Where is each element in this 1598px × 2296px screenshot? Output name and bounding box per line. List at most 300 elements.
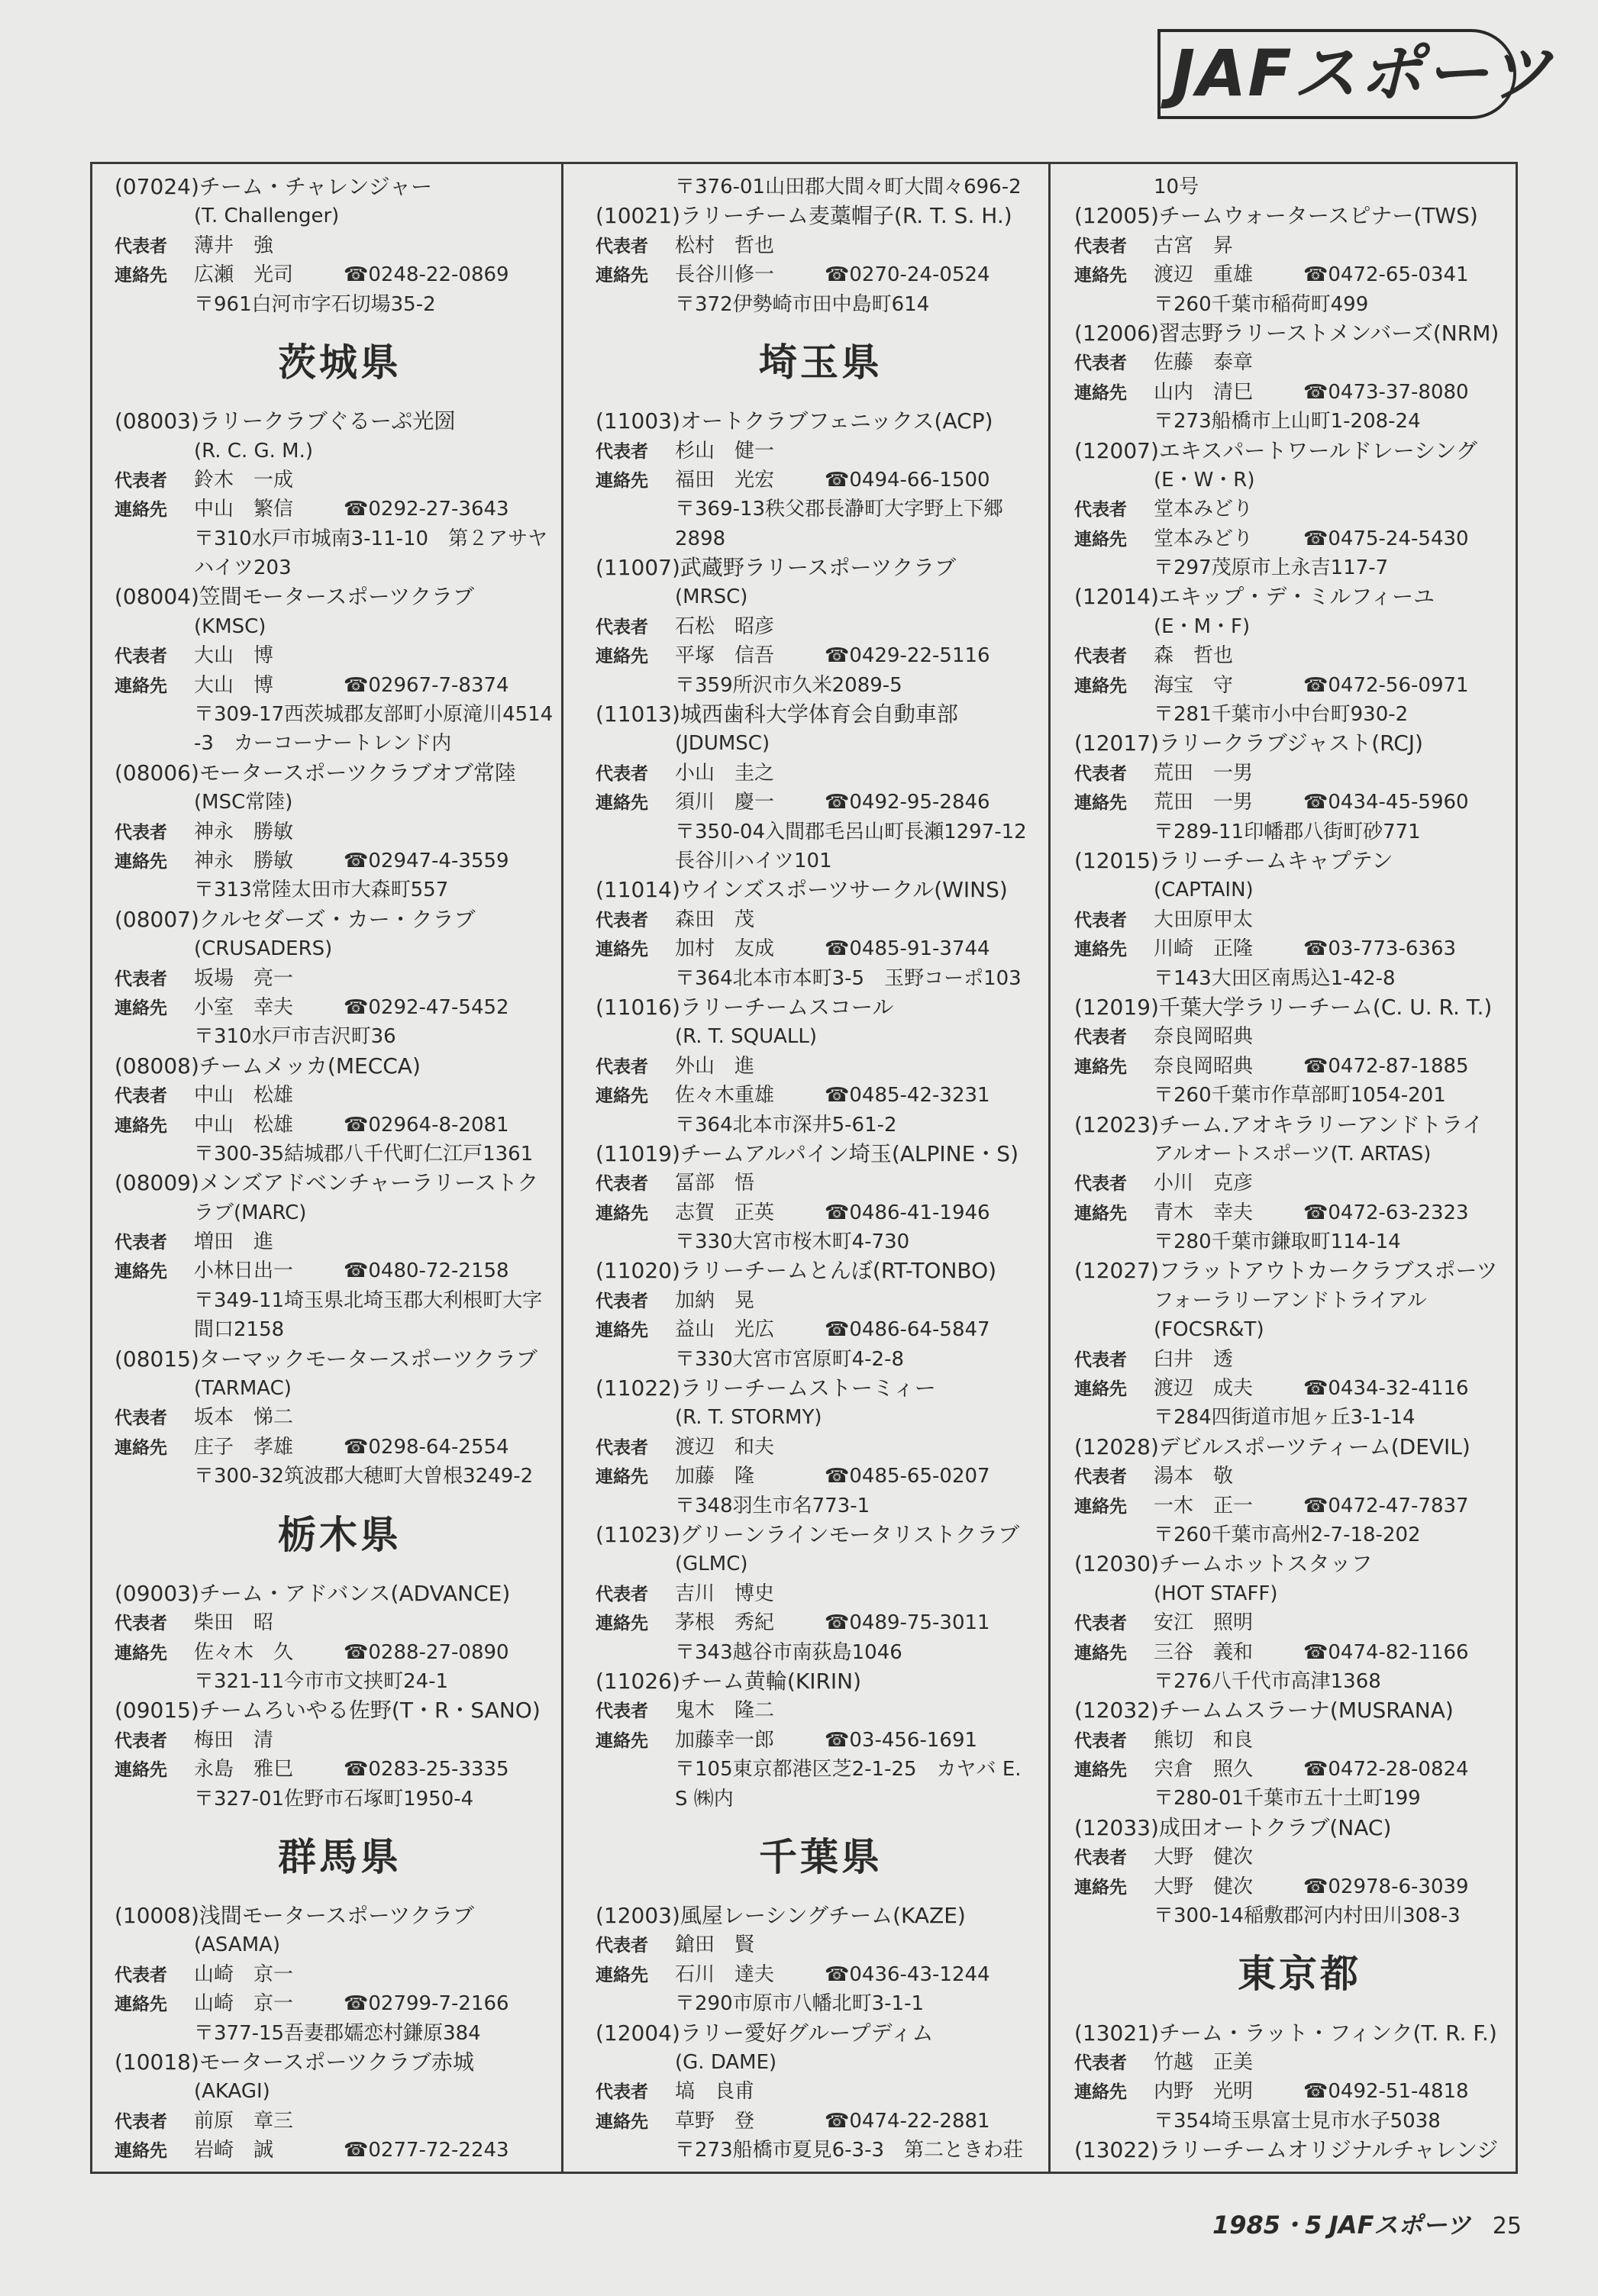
entry-detail-line: 〒289-11印幡郡八街町砂771 [1154,820,1421,843]
field-label: 連絡先 [1074,266,1127,286]
contact-name: 小林日出一 [194,1259,294,1283]
entry-detail-line: (E・W・R) [1154,468,1255,492]
entry-detail-line: 〒330大宮市桜木町4-730 [675,1230,910,1254]
representative-name: 奈良岡昭典 [1154,1025,1254,1049]
club-name: (08007)クルセダーズ・カー・クラブ [115,906,476,932]
club-name: (11007)武蔵野ラリースポーツクラブ [596,555,957,581]
phone-number: ☎0485-65-0207 [825,1465,990,1488]
representative-row [596,437,1046,466]
entry-detail-line: 〒260千葉市稲荷町499 [1154,292,1369,316]
contact-name: 渡辺 重雄 [1154,263,1254,287]
contact-row [1074,1374,1525,1403]
phone-number: ☎02799-7-2166 [344,1992,509,2016]
club-name: (09003)チーム・アドバンス(ADVANCE) [115,1580,511,1606]
contact-name: 永島 雅巳 [194,1758,294,1782]
representative-row [1074,1608,1525,1637]
entry-detail-line: 〒290市原市八幡北町3-1-1 [675,1992,925,2016]
contact-name: 奈良岡昭典 [1154,1054,1254,1078]
entry-detail-line: 〒961白河市字石切場35-2 [194,292,436,316]
club-name: (12007)エキスパートワールドレーシング [1074,437,1477,463]
club-name: (11003)オートクラブフェニックス(ACP) [596,408,993,434]
field-label: 連絡先 [1074,2082,1127,2103]
field-label: 代表者 [1074,353,1127,374]
representative-name: 梅田 清 [194,1728,274,1752]
entry-detail-line: 〒313常陸太田市大森町557 [194,879,449,902]
representative-row [596,1579,1046,1608]
representative-row [1074,1462,1525,1491]
contact-name: 川崎 正隆 [1154,937,1254,961]
entry-detail-line: 〒354埼玉県富士見市水子5038 [1154,2109,1441,2133]
phone-number: ☎0277-72-2243 [344,2139,509,2162]
representative-row [596,231,1046,260]
footer-brand: JAFスポーツ [1328,2211,1471,2240]
phone-number: ☎0489-75-3011 [825,1611,990,1635]
contact-row [596,1198,1046,1227]
field-label: 代表者 [596,2082,648,2103]
contact-row [115,2136,565,2165]
contact-row [115,1433,565,1462]
entry-detail-line: 〒280-01千葉市五十土町199 [1154,1787,1421,1811]
field-label: 連絡先 [115,852,167,872]
field-label: 連絡先 [596,266,648,286]
representative-name: 増田 進 [194,1230,274,1254]
field-label: 代表者 [1074,763,1127,784]
page-number: 25 [1492,2213,1522,2240]
phone-number: ☎0472-28-0824 [1303,1758,1469,1782]
contact-row [596,1081,1046,1110]
field-label: 連絡先 [115,500,167,521]
field-label: 連絡先 [596,793,648,814]
phone-number: ☎0472-56-0971 [1303,673,1469,697]
phone-number: ☎0292-27-3643 [344,498,509,521]
entry-detail-line: 〒260千葉市高州2-7-18-202 [1154,1523,1421,1546]
representative-name: 安江 照明 [1154,1611,1254,1635]
representative-row [1074,495,1525,524]
representative-row [115,231,565,260]
directory-column-1 [115,173,565,2165]
contact-name: 山内 清巳 [1154,380,1254,404]
contact-row [115,495,565,524]
prefecture-heading: 茨城県 [278,340,402,385]
field-label: 連絡先 [596,1086,648,1107]
club-name: (12033)成田オートクラブ(NAC) [1074,1814,1392,1840]
prefecture-heading: 群馬県 [278,1834,402,1879]
field-label: 連絡先 [596,2111,648,2132]
field-label: 代表者 [1074,1027,1127,1048]
field-label: 代表者 [1074,1848,1127,1869]
field-label: 代表者 [596,1291,648,1311]
club-name: (07024)チーム・チャレンジャー [115,174,433,199]
contact-row [1074,788,1525,817]
phone-number: ☎0485-42-3231 [825,1084,990,1108]
entry-detail-line: (CAPTAIN) [1154,879,1254,902]
phone-number: ☎0292-47-5452 [344,995,509,1019]
phone-number: ☎0485-91-3744 [825,937,990,961]
field-label: 代表者 [596,1701,648,1722]
contact-name: 石川 達夫 [675,1962,775,1986]
representative-row [596,1052,1046,1081]
club-name: (11016)ラリーチームスコール [596,994,894,1020]
field-label: 連絡先 [596,470,648,491]
representative-row [1074,348,1525,377]
field-label: 連絡先 [596,1614,648,1634]
phone-number: ☎0480-72-2158 [344,1259,509,1283]
field-label: 代表者 [115,1086,167,1107]
contact-name: 中山 繁信 [194,498,294,521]
representative-row [115,964,565,993]
phone-number: ☎0248-22-0869 [344,263,509,287]
field-label: 代表者 [1074,1614,1127,1634]
representative-row [115,466,565,495]
representative-row [596,905,1046,934]
entry-detail-line: -3 カーコーナートレンド内 [194,732,452,756]
field-label: 代表者 [1074,1730,1127,1751]
contact-row [1074,1198,1525,1227]
phone-number: ☎0472-65-0341 [1303,263,1469,287]
contact-row [596,1462,1046,1491]
entry-detail-line: (HOT STAFF) [1154,1582,1278,1605]
phone-number: ☎0298-64-2554 [344,1435,509,1459]
field-label: 代表者 [115,969,167,989]
entry-detail-line: 〒273船橋市上山町1-208-24 [1154,410,1421,434]
representative-name: 中山 松雄 [194,1084,294,1108]
phone-number: ☎0473-37-8080 [1303,380,1469,404]
entry-detail-line: 〒281千葉市小中台町930-2 [1154,703,1409,727]
contact-name: 福田 光宏 [675,468,775,492]
representative-row [1074,759,1525,788]
entry-detail-line: 〒359所沢市久米2089-5 [675,673,902,697]
contact-name: 庄子 孝雄 [194,1435,294,1459]
representative-row [115,1403,565,1432]
phone-number: ☎02978-6-3039 [1303,1875,1469,1898]
entry-detail-line: (G. DAME) [675,2051,777,2075]
contact-name: 須川 慶一 [675,791,775,814]
field-label: 連絡先 [115,1994,167,2015]
entry-detail-line: 〒309-17西茨城郡友部町小原滝川4514 [194,703,554,727]
contact-name: 大野 健次 [1154,1875,1254,1898]
club-name: (11022)ラリーチームストーミィー [596,1375,936,1401]
phone-number: ☎0492-95-2846 [825,791,990,814]
club-name: (08015)ターマックモータースポーツクラブ [115,1346,538,1372]
contact-row [596,934,1046,963]
field-label: 代表者 [596,1056,648,1077]
prefecture-heading: 埼玉県 [759,340,883,385]
phone-number: ☎0429-22-5116 [825,644,990,668]
representative-row [596,612,1046,641]
entry-detail-line: フォーラリーアンドトライアル [1154,1288,1427,1312]
field-label: 連絡先 [115,2141,167,2162]
contact-row [1074,1491,1525,1520]
contact-row [1074,1052,1525,1081]
representative-name: 石松 昭彦 [675,614,775,638]
club-name: (11020)ラリーチームとんぼ(RT-TONBO) [596,1258,997,1284]
entry-detail-line: 長谷川ハイツ101 [675,850,832,872]
representative-name: 鈴木 一成 [194,468,294,492]
club-name: (13021)チーム・ラット・フィンク(T. R. F.) [1074,2020,1497,2046]
entry-detail-line: 〒376-01山田郡大間々町大間々696-2 [675,176,1022,198]
field-label: 連絡先 [115,266,167,286]
club-name: (08008)チームメッカ(MECCA) [115,1053,421,1079]
entry-detail-line: 〒372伊勢崎市田中島町614 [675,292,930,316]
field-label: 連絡先 [115,1643,167,1663]
club-name: (12003)風屋レーシングチーム(KAZE) [596,1903,966,1929]
representative-name: 渡辺 和夫 [675,1435,775,1459]
entry-detail-line: (MRSC) [675,585,748,609]
entry-detail-line: 〒300-14稲敷郡河内村田川308-3 [1154,1904,1461,1928]
contact-row [1074,934,1525,963]
entry-detail-line: 〒105東京都港区芝2-1-25 カヤバ E. [675,1758,1022,1782]
club-name: (12017)ラリークラブジャスト(RCJ) [1074,730,1423,756]
representative-row [115,1227,565,1256]
field-label: 連絡先 [1074,1056,1127,1077]
field-label: 連絡先 [1074,1877,1127,1898]
phone-number: ☎0474-22-2881 [825,2109,990,2133]
club-name: (08003)ラリークラブぐるーぷ光圀 [115,408,456,434]
field-label: 代表者 [115,1233,167,1253]
contact-row [1074,1638,1525,1667]
prefecture-heading: 栃木県 [278,1512,402,1557]
entry-detail-line: 〒310水戸市城南3-11-10 第２アサヤ [194,527,548,550]
contact-name: 堂本みどり [1154,527,1254,550]
field-label: 代表者 [596,1174,648,1195]
contact-name: 中山 松雄 [194,1113,294,1137]
field-label: 代表者 [596,1437,648,1458]
entry-detail-line: (AKAGI) [194,2080,270,2104]
representative-row [115,641,565,670]
contact-name: 加藤幸一郎 [675,1728,775,1752]
prefecture-heading: 東京都 [1238,1952,1361,1997]
contact-row [1074,2077,1525,2106]
club-name: (12027)フラットアウトカークラブスポーツ [1074,1258,1498,1284]
directory-column-2 [596,173,1046,2165]
contact-row [115,1111,565,1140]
representative-row [1074,1169,1525,1198]
contact-name: 神永 勝敏 [194,850,294,872]
field-label: 代表者 [596,910,648,930]
field-label: 連絡先 [1074,676,1127,696]
representative-row [115,1081,565,1110]
entry-detail-line: (KMSC) [194,614,266,638]
phone-number: ☎0486-64-5847 [825,1318,990,1342]
field-label: 代表者 [1074,1350,1127,1370]
field-label: 連絡先 [115,1760,167,1781]
entry-detail-line: (MSC常陸) [194,791,293,814]
representative-name: 杉山 健一 [675,439,775,463]
field-label: 連絡先 [596,1730,648,1751]
entry-detail-line: 〒273船橋市夏見6-3-3 第二ときわ荘 [675,2139,1024,2162]
representative-row [596,1286,1046,1315]
representative-row [596,1169,1046,1198]
field-label: 代表者 [596,1936,648,1956]
field-label: 連絡先 [1074,1203,1127,1224]
field-label: 連絡先 [115,676,167,696]
page-footer [1212,2206,1522,2241]
field-label: 代表者 [596,1584,648,1604]
field-label: 代表者 [1074,500,1127,521]
club-name: (12014)エキップ・デ・ミルフィーユ [1074,584,1435,610]
entry-detail-line: 〒377-15吾妻郡嬬恋村鎌原384 [194,2021,481,2045]
contact-name: 広瀬 光司 [194,263,294,287]
field-label: 連絡先 [596,1467,648,1488]
field-label: 代表者 [115,1730,167,1751]
representative-name: 堂本みどり [1154,498,1254,521]
field-label: 代表者 [115,1965,167,1985]
entry-detail-line: 間口2158 [194,1318,285,1342]
representative-name: 森田 茂 [675,908,755,931]
field-label: 代表者 [115,236,167,256]
representative-name: 松村 哲也 [675,234,775,257]
contact-row [1074,671,1525,700]
entry-detail-line: (R. T. SQUALL) [675,1025,818,1049]
contact-row [1074,1755,1525,1784]
club-name: (08006)モータースポーツクラブオブ常陸 [115,759,516,785]
representative-name: 塙 良甫 [675,2080,755,2104]
representative-row [1074,641,1525,670]
representative-name: 山崎 京一 [194,1962,294,1986]
representative-row [115,817,565,846]
phone-number: ☎0474-82-1166 [1303,1640,1469,1664]
representative-row [1074,1843,1525,1872]
contact-row [115,993,565,1022]
representative-name: 冨部 悟 [675,1172,755,1195]
field-label: 連絡先 [596,1321,648,1341]
field-label: 連絡先 [1074,1496,1127,1517]
entry-detail-line: 〒330大宮市宮原町4-2-8 [675,1347,905,1371]
entry-detail-line: 〒369-13秩父郡長瀞町大字野上下郷 [675,498,1004,521]
representative-name: 小山 圭之 [675,761,775,785]
entry-detail-line: (TARMAC) [194,1377,292,1401]
club-name: (11013)城西歯科大学体育会自動車部 [596,701,958,727]
representative-name: 小川 克彦 [1154,1172,1254,1195]
entry-detail-line: (FOCSR&T) [1154,1318,1264,1342]
column-divider [1048,162,1051,2174]
representative-row [115,1608,565,1637]
field-label: 連絡先 [596,1203,648,1224]
contact-row [596,641,1046,670]
representative-name: 鎗田 賢 [675,1933,755,1957]
contact-name: 宍倉 照久 [1154,1758,1254,1782]
representative-row [1074,1345,1525,1374]
entry-detail-line: S ㈱内 [675,1787,734,1811]
field-label: 代表者 [1074,647,1127,667]
field-label: 連絡先 [1074,793,1127,814]
representative-row [1074,2048,1525,2077]
entry-detail-line: 〒343越谷市南荻島1046 [675,1640,902,1664]
contact-name: 海宝 守 [1154,673,1234,697]
field-label: 連絡先 [1074,940,1127,960]
entry-detail-line: (R. T. STORMY) [675,1406,822,1430]
representative-name: 吉川 博史 [675,1582,775,1605]
contact-row [596,788,1046,817]
contact-name: 一木 正一 [1154,1494,1254,1517]
field-label: 代表者 [115,822,167,843]
field-label: 連絡先 [1074,529,1127,550]
entry-detail-line: 〒284四街道市旭ヶ丘3-1-14 [1154,1406,1416,1430]
contact-row [1074,1872,1525,1901]
contact-name: 渡辺 成夫 [1154,1377,1254,1401]
contact-row [1074,378,1525,407]
club-name: (08004)笠間モータースポーツクラブ [115,584,475,610]
entry-detail-line: (ASAMA) [194,1933,281,1957]
phone-number: ☎03-773-6363 [1303,937,1457,961]
club-name: (10008)浅間モータースポーツクラブ [115,1903,475,1929]
field-label: 代表者 [115,2111,167,2132]
field-label: 代表者 [596,617,648,637]
representative-row [1074,1022,1525,1051]
contact-name: 荒田 一男 [1154,791,1254,814]
entry-detail-line: ハイツ203 [194,556,292,580]
club-name: (11023)グリーンラインモータリストクラブ [596,1521,1020,1547]
club-name: (08009)メンズアドベンチャーラリーストク [115,1170,539,1196]
contact-row [115,1989,565,2018]
representative-row [596,759,1046,788]
contact-row [596,1726,1046,1755]
representative-name: 古宮 昇 [1154,234,1234,257]
field-label: 代表者 [596,763,648,784]
contact-row [1074,524,1525,553]
contact-name: 三谷 義和 [1154,1640,1254,1664]
entry-detail-line: (R. C. G. M.) [194,439,314,463]
club-name: (12028)デビルスポーツティーム(DEVIL) [1074,1433,1470,1459]
representative-name: 竹越 正美 [1154,2051,1254,2075]
representative-name: 臼井 透 [1154,1347,1234,1371]
contact-row [115,846,565,876]
field-label: 連絡先 [596,1965,648,1985]
entry-detail-line: 〒364北本市深井5-61-2 [675,1113,897,1137]
contact-row [596,260,1046,289]
footer-issue: 1985・5 [1212,2211,1322,2240]
phone-number: ☎02947-4-3559 [344,850,509,872]
field-label: 代表者 [1074,1174,1127,1195]
field-label: 代表者 [115,1614,167,1634]
field-label: 連絡先 [1074,382,1127,403]
representative-name: 坂場 亮一 [194,966,294,990]
entry-detail-line: 〒348羽生市名773-1 [675,1494,870,1517]
club-name: (12019)千葉大学ラリーチーム(C. U. R. T.) [1074,994,1493,1020]
contact-name: 山崎 京一 [194,1992,294,2016]
field-label: 代表者 [115,1408,167,1429]
contact-name: 志賀 正英 [675,1201,775,1224]
entry-detail-line: 〒327-01佐野市石塚町1950-4 [194,1787,474,1811]
representative-row [1074,1726,1525,1755]
field-label: 連絡先 [596,940,648,960]
representative-name: 坂本 悌二 [194,1406,294,1430]
club-name: (12023)チーム.アオキラリーアンドトライ [1074,1111,1484,1137]
field-label: 連絡先 [596,647,648,667]
entry-detail-line: 〒321-11今市市文挟町24-1 [194,1669,449,1693]
directory-column-3 [1074,173,1525,2165]
entry-detail-line: 〒310水戸市吉沢町36 [194,1025,396,1049]
contact-name: 佐々木重雄 [675,1084,775,1108]
contact-row [115,1256,565,1285]
field-label: 代表者 [115,647,167,667]
contact-row [115,260,565,289]
field-label: 代表者 [115,470,167,491]
representative-name: 薄井 強 [194,234,274,257]
representative-name: 佐藤 泰章 [1154,351,1254,375]
contact-name: 岩崎 誠 [194,2139,274,2162]
representative-name: 柴田 昭 [194,1611,274,1635]
representative-row [596,1696,1046,1725]
field-label: 代表者 [1074,1467,1127,1488]
phone-number: ☎0494-66-1500 [825,468,990,492]
club-name: (12006)習志野ラリーストメンバーズ(NRM) [1074,320,1500,346]
phone-number: ☎0434-45-5960 [1303,791,1469,814]
club-name: (12015)ラリーチームキャプテン [1074,847,1393,873]
field-label: 代表者 [596,441,648,462]
contact-row [115,1638,565,1667]
field-label: 連絡先 [115,1437,167,1458]
